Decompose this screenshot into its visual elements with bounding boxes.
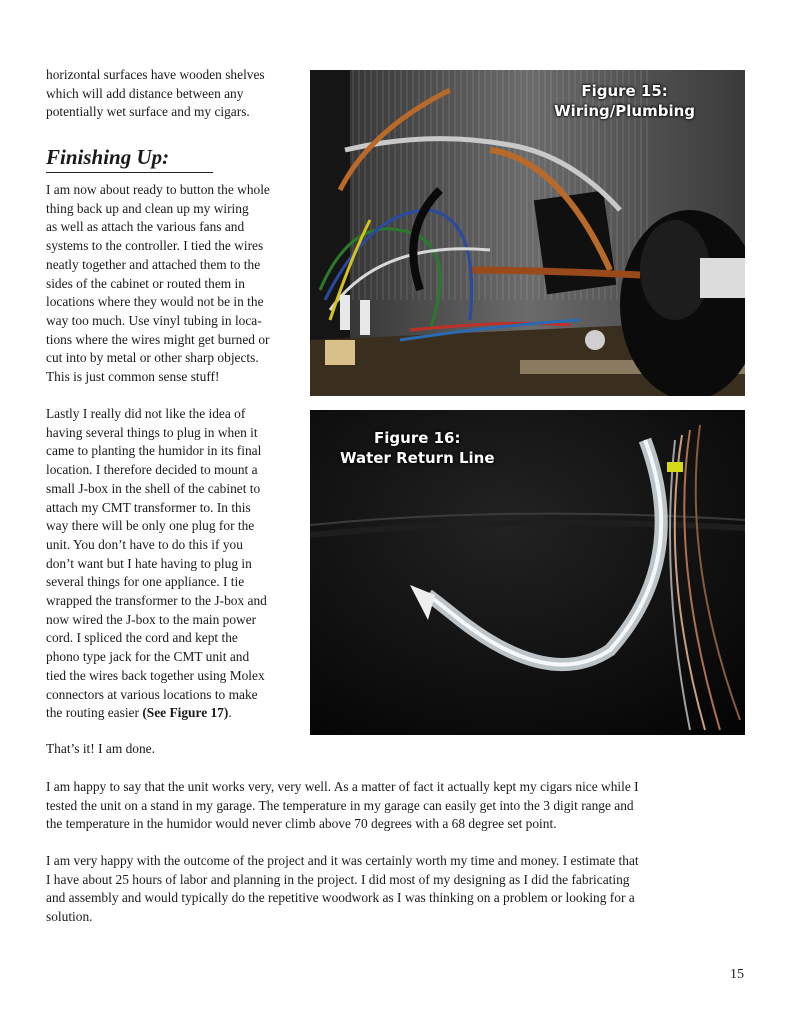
text-line: thing back up and clean up my wiring <box>46 200 249 216</box>
text-span: . <box>228 705 232 721</box>
text-line: sides of the cabinet or routed them in <box>46 275 245 291</box>
text-span: the routing easier <box>46 705 143 721</box>
text-line: I am happy to say that the unit works very, very well. As a matter of fact it actually kept my cigars nice while I <box>46 779 639 794</box>
figure-16-caption <box>340 428 495 468</box>
text-line: Lastly I really did not like the idea of <box>46 406 246 421</box>
text-line: came to planting the humidor in its final <box>46 443 262 459</box>
text-line: cut into by metal or other sharp objects. <box>46 350 259 366</box>
text-line: I am very happy with the outcome of the project and it was certainly worth my time and money. I estimate that <box>46 853 639 868</box>
works-paragraph <box>46 778 746 834</box>
text-line: and assembly and would typically do the repetitive woodwork as I was thinking on a problem or looking for a <box>46 890 635 906</box>
page-number: 15 <box>730 967 744 982</box>
text-line: the temperature in the humidor would never climb above 70 degrees with a 68 degree set point. <box>46 816 557 832</box>
outcome-paragraph <box>46 852 746 927</box>
text-line <box>46 704 308 723</box>
text-line: small J-box in the shell of the cabinet to <box>46 480 261 496</box>
intro-paragraph <box>46 66 308 122</box>
text-line: potentially wet surface and my cigars. <box>46 104 250 120</box>
figure-15-caption <box>554 81 695 121</box>
text-line: tied the wires back together using Molex <box>46 667 265 683</box>
lastly-paragraph <box>46 405 308 723</box>
text-line: wrapped the transformer to the J-box and <box>46 593 267 609</box>
text-line: tions where the wires might get burned or <box>46 331 270 347</box>
caption-line: Figure 15: <box>581 82 668 100</box>
figure-reference: (See Figure 17) <box>142 705 229 721</box>
text-line: locations where they would not be in the <box>46 294 264 310</box>
section-heading: Finishing Up: <box>46 145 213 173</box>
caption-line: Wiring/Plumbing <box>554 102 695 120</box>
text-line: I have about 25 hours of labor and planning in the project. I did most of my designing as I did the fabricating <box>46 871 630 887</box>
text-line: connectors at various locations to make <box>46 686 258 702</box>
finishing-paragraph <box>46 181 308 387</box>
text-line: I am now about ready to button the whole <box>46 182 270 197</box>
figure-15-photo <box>310 70 745 396</box>
text-line: This is just common sense stuff! <box>46 369 220 385</box>
text-line: location. I therefore decided to mount a <box>46 462 258 478</box>
figure-16-photo <box>310 410 745 735</box>
text-line: solution. <box>46 909 93 925</box>
text-line: tested the unit on a stand in my garage. The temperature in my garage can easily get into the 3 digit range and <box>46 797 634 813</box>
text-line: way too much. Use vinyl tubing in loca- <box>46 312 262 328</box>
caption-line: Figure 16: <box>374 429 461 447</box>
text-line: unit. You don’t have to do this if you <box>46 536 243 552</box>
text-line: horizontal surfaces have wooden shelves <box>46 67 265 82</box>
text-line: cord. I spliced the cord and kept the <box>46 630 238 646</box>
text-line: don’t want but I hate having to plug in <box>46 555 252 571</box>
text-line: having several things to plug in when it <box>46 424 258 440</box>
text-line: as well as attach the various fans and <box>46 219 245 235</box>
text-line: several things for one appliance. I tie <box>46 574 245 590</box>
text-line: systems to the controller. I tied the wires <box>46 238 264 254</box>
text-line: which will add distance between any <box>46 85 244 101</box>
text-line: way there will be only one plug for the <box>46 518 255 534</box>
text-line: neatly together and attached them to the <box>46 256 261 272</box>
text-line: phono type jack for the CMT unit and <box>46 649 250 665</box>
caption-line: Water Return Line <box>340 449 495 467</box>
text-line: attach my CMT transformer to. In this <box>46 499 251 515</box>
text-line: now wired the J-box to the main power <box>46 611 257 627</box>
done-paragraph: That’s it! I am done. <box>46 741 155 756</box>
